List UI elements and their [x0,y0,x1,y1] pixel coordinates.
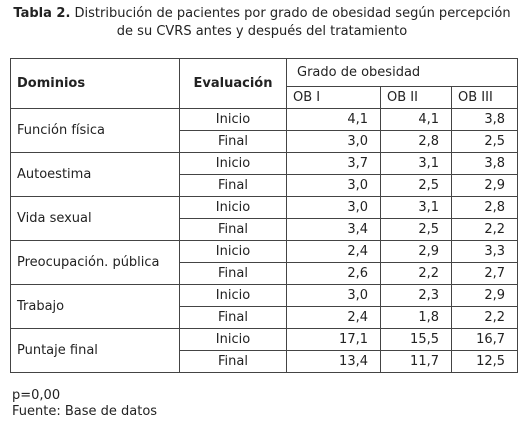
cell-value: 16,7 [452,329,518,351]
cell-value: 3,1 [381,197,452,219]
evaluacion-inicio: Inicio [180,285,287,307]
cell-value: 12,5 [452,351,518,373]
evaluacion-final: Final [180,131,287,153]
cell-value: 3,8 [452,109,518,131]
cell-value: 4,1 [381,109,452,131]
evaluacion-inicio: Inicio [180,109,287,131]
cell-value: 2,5 [452,131,518,153]
cell-value: 2,2 [452,307,518,329]
dominio-label: Función física [11,109,180,153]
dominio-label: Trabajo [11,285,180,329]
header-ob3: OB III [452,87,518,109]
cell-value: 2,9 [381,241,452,263]
dominio-label: Puntaje final [11,329,180,373]
table-row [11,153,518,175]
dominio-label: Vida sexual [11,197,180,241]
dominio-label: Autoestima [11,153,180,197]
evaluacion-inicio: Inicio [180,329,287,351]
table-row [11,109,518,131]
p-value: p=0,00 [12,388,61,403]
cell-value: 3,8 [452,153,518,175]
table-row [11,329,518,351]
cell-value: 2,3 [381,285,452,307]
evaluacion-final: Final [180,219,287,241]
cell-value: 17,1 [287,329,381,351]
cell-value: 2,9 [452,285,518,307]
cell-value: 2,4 [287,307,381,329]
cell-value: 2,4 [287,241,381,263]
header-ob2: OB II [381,87,452,109]
header-ob1: OB I [287,87,381,109]
cell-value: 2,2 [452,219,518,241]
evaluacion-final: Final [180,175,287,197]
header-evaluacion: Evaluación [180,59,287,109]
cell-value: 3,0 [287,131,381,153]
cell-value: 2,2 [381,263,452,285]
caption-label: Tabla 2. [13,6,71,21]
cell-value: 2,8 [381,131,452,153]
cell-value: 3,1 [381,153,452,175]
table-row [11,197,518,219]
caption-line-2: de su CVRS antes y después del tratamiento [116,24,408,39]
cell-value: 15,5 [381,329,452,351]
table-footer [12,388,157,420]
cell-value: 3,4 [287,219,381,241]
cell-value: 2,5 [381,219,452,241]
source-note: Fuente: Base de datos [12,404,158,419]
evaluacion-inicio: Inicio [180,197,287,219]
cell-value: 2,9 [452,175,518,197]
cell-value: 2,8 [452,197,518,219]
evaluacion-inicio: Inicio [180,241,287,263]
dominio-label: Preocupación. pública [11,241,180,285]
header-dominios: Dominios [11,59,180,109]
evaluacion-final: Final [180,351,287,373]
table-row [11,241,518,263]
table-caption [0,5,524,41]
cell-value: 4,1 [287,109,381,131]
cell-value: 13,4 [287,351,381,373]
cell-value: 11,7 [381,351,452,373]
cell-value: 3,3 [452,241,518,263]
header-row-1 [11,59,518,87]
cell-value: 1,8 [381,307,452,329]
header-grado-obesidad: Grado de obesidad [287,59,518,87]
obesity-table [10,58,518,373]
evaluacion-final: Final [180,307,287,329]
cell-value: 3,0 [287,197,381,219]
evaluacion-inicio: Inicio [180,153,287,175]
cell-value: 3,7 [287,153,381,175]
evaluacion-final: Final [180,263,287,285]
caption-title: Distribución de pacientes por grado de obesidad según percepción [70,6,511,21]
caption-line-1 [0,5,524,23]
table-row [11,285,518,307]
cell-value: 3,0 [287,285,381,307]
cell-value: 2,5 [381,175,452,197]
cell-value: 2,6 [287,263,381,285]
cell-value: 3,0 [287,175,381,197]
cell-value: 2,7 [452,263,518,285]
